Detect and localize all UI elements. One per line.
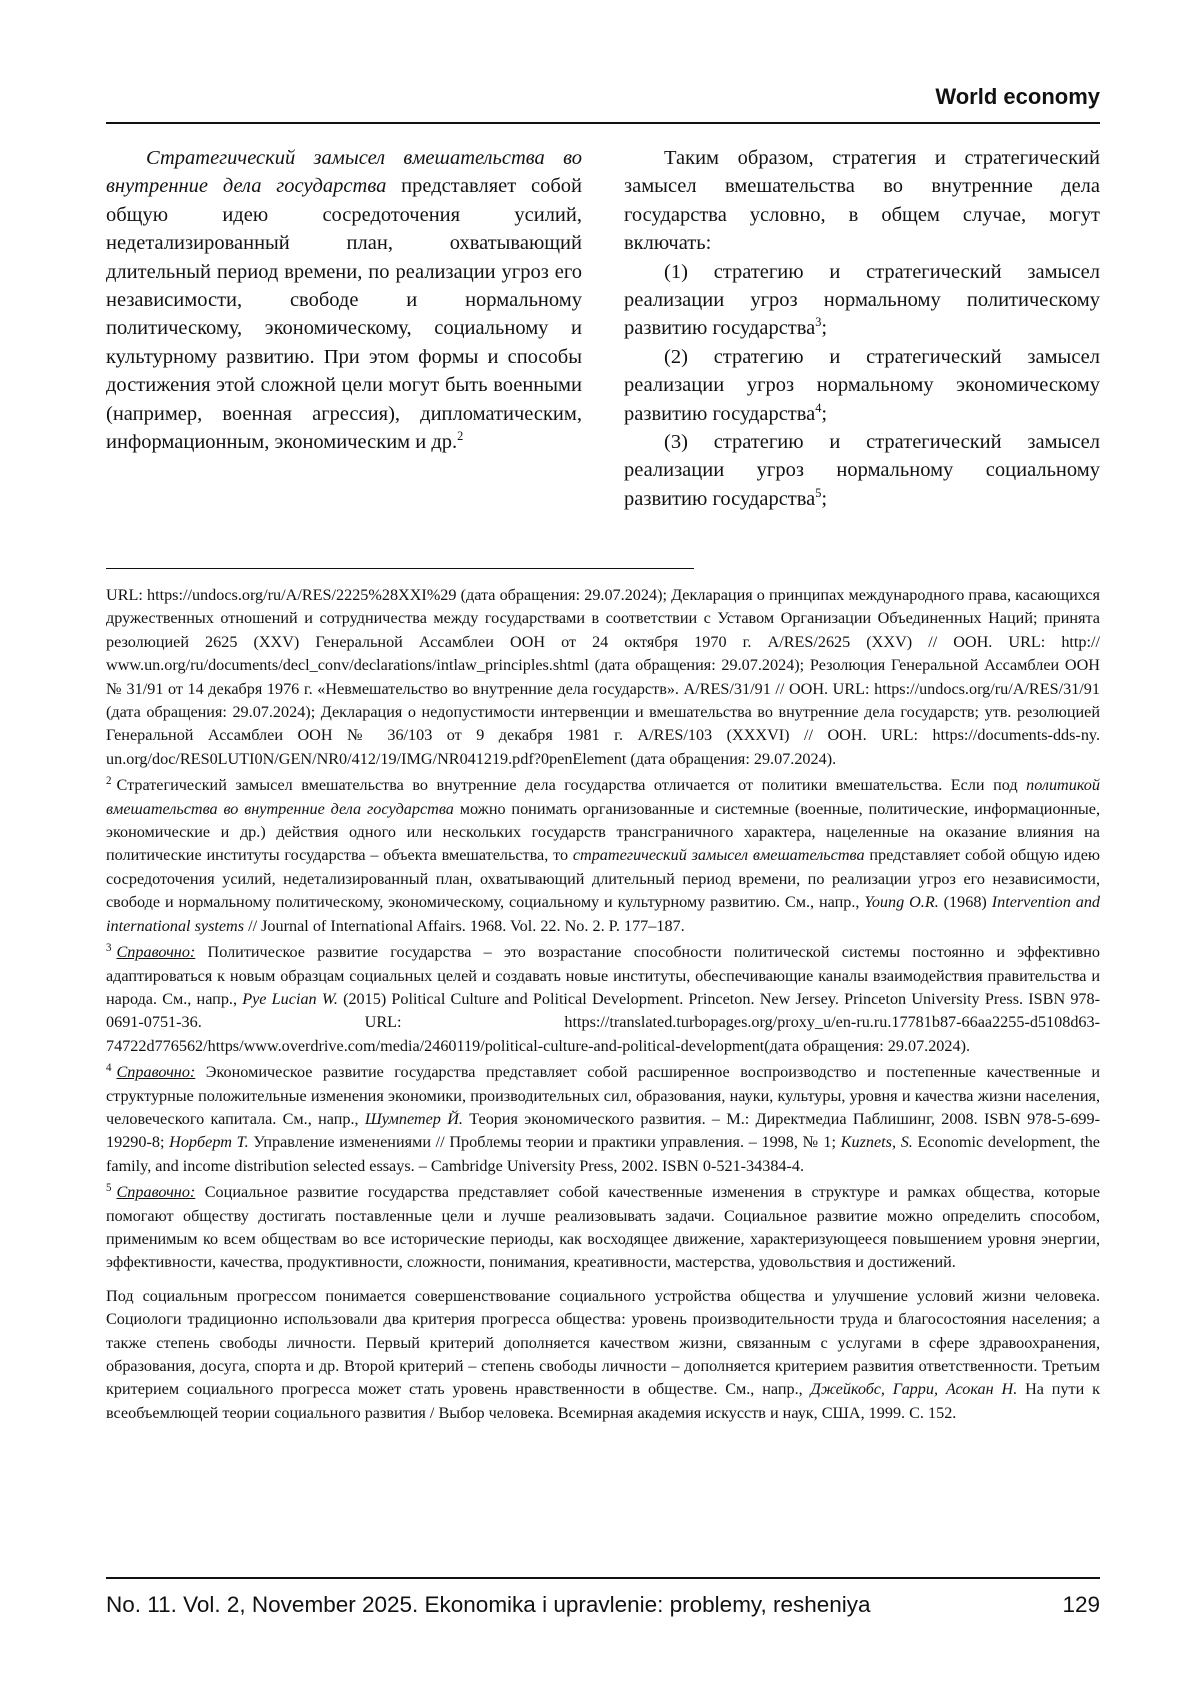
footnote-number: 5: [106, 1181, 112, 1194]
reference-label: Справочно:: [116, 943, 196, 962]
footnote-number: 3: [106, 941, 112, 954]
italic-term: Стратегический замысел вмешательства во внутренние дела государства: [106, 147, 582, 198]
footnote-4: $^4$ Справочно: Экономическое развитие государства представляет собой расширенное воспроизводство и постепенные качественные и структурные положительные изменения экономики, производительных сил, образования, науки, культуры, уровня и качества жизни населения, человеческого капитала. См., напр., Шумпетер Й. Теория экономического развития. – М.: Директмедиа Паблишинг, 2008. ISBN 978-5-699-19290-8; Норберт Т. Управление изменениями // Проблемы теории и практики управления. – 1998, № 1; Kuznets, S. Economic development, the family, and income distribution selected essays. – Cambridge University Press, 2002. ISBN 0-521-34384-4.: [106, 1061, 1101, 1175]
left-column: [106, 144, 582, 456]
footnote-number: 2: [106, 774, 112, 787]
footnote-ref: 2: [457, 429, 464, 444]
footnote-3: $^3$ Справочно: Политическое развитие государства – это возрастание способности политической системы постоянно и эффективно адаптироваться к новым образцам социальных целей и создавать новые институты, обеспечивающие каналы взаимодействия правительства и народа. См., напр., Pye Lucian W. (2015) Political Culture and Political Development. Princeton. New Jersey. Princeton University Press. ISBN 978-0691-0751-36. URL: https://translated.turbopages.org/proxy_u/en-ru.ru.17781b87-66aa2255-d5108d63-74722d776562/https/www.overdrive.com/media/2460119/political-culture-and-political-development(дата обращения: 29.07.2024).: [106, 941, 1100, 1055]
right-column: [624, 144, 1100, 513]
page-footer: [106, 1577, 1100, 1633]
footnote-ref: 3: [815, 315, 822, 330]
list-item: (3) стратегию и стратегический замысел реализации угроз нормальному социальному развитию государства$^5$;: [624, 431, 1100, 510]
footnote-5-continuation: Под социальным прогрессом понимается совершенствование социального устройства общества и улучшение условий жизни человека. Социологи традиционно использовали два критерия прогресса общества: уровень производительности труда и благосостояния населения; а также степень свободы личности. Первый критерий дополняется качеством жизни, связанным с услугами в сфере здравоохранения, образования, досуга, спорта и др. Второй критерий – степень свободы личности – дополняется критерием развития ответственности. Третьим критерием социального прогресса может стать уровень нравственности в обществе. См., напр., Джейкобс, Гарри, Асокан Н. На пути к всеобъемлющей теории социального развития / Выбор человека. Всемирная академия искусств и наук, США, 1999. С. 152.: [106, 1286, 1101, 1422]
footnote-ref: 5: [815, 486, 822, 501]
right-intro: Таким образом, стратегия и стратегический замысел вмешательства во внутренние дела государства условно, в общем случае, могут включать:: [624, 147, 1100, 255]
footnotes: [106, 584, 1100, 1425]
footnote-separator: [106, 568, 694, 569]
left-paragraph: [106, 144, 582, 456]
journal-citation: No. 11. Vol. 2, November 2025. Ekonomika i upravlenie: problemy, resheniya: [106, 1592, 871, 1617]
footnote-2: $^2$ Стратегический замысел вмешательства во внутренние дела государства отличается от политики вмешательства. Если под политикой вмешательства во внутренние дела государства можно понимать организованные и системные (военные, политические, информационные, экономические и др.) действия одного или нескольких государств трансграничного характера, нацеленные на оказание влияния на политические институты государства – объекта вмешательства, то стратегический замысел вмешательства представляет собой общую идею сосредоточения усилий, недетализированный план, охватывающий длительный период времени, по реализации угроз его независимости, свободе и нормальному политическому, экономическому, социальному и культурному развитию. См., напр., Young O.R. (1968) Intervention and international systems // Journal of International Affairs. 1968. Vol. 22. No. 2. P. 177–187.: [106, 774, 1101, 935]
reference-label: Справочно:: [116, 1063, 196, 1082]
section-title: World economy: [935, 84, 1100, 109]
list-item: (2) стратегию и стратегический замысел реализации угроз нормальному экономическому развитию государства$^4$;: [624, 345, 1100, 425]
footnote-ref: 4: [815, 400, 822, 415]
footnote-number: 4: [106, 1061, 112, 1074]
page-header: [106, 78, 1100, 124]
left-paragraph-text: представляет собой общую идею сосредоточения усилий, недетализированный план, охватывающий длительный период времени, по реализации угроз его независимости, свободе и нормальному политическому, экономическому, социальному и культурному развитию. При этом формы и способы достижения этой сложной цели могут быть военными (например, военная агрессия), дипломатическим, информационным, экономическим и др.: [106, 175, 583, 454]
footnote-5: $^5$ Справочно: Социальное развитие государства представляет собой качественные изменения в структуре и рамках общества, которые помогают обществу достигать поставленные цели и лучше реализовывать задачи. Социальное развитие можно определить способом, применимым ко всем обществам во все исторические периоды, как восходящее движение, характеризующееся повышением уровня энергии, эффективности, качества, продуктивности, сложности, понимания, креативности, мастерства, удовольствия и достижений.: [106, 1181, 1100, 1272]
footnote-continuation: URL: https://undocs.org/ru/A/RES/2225%28XXI%29 (дата обращения: 29.07.2024); Декларация о принципах международного права, касающихся дружественных отношений и сотрудничества между государствами в соответствии с Уставом Организации Объединенных Наций; принята резолюцией 2625 (XXV) Генеральной Ассамблеи ООН от 24 октября 1970 г. A/RES/2625 (XXV) // ООН. URL: http:// www.un.org/ru/documents/decl_conv/declarations/intlaw_principles.shtml (дата обращения: 29.07.2024); Резолюция Генеральной Ассамблеи ООН № 31/91 от 14 декабря 1976 г. «Невмешательство во внутренние дела государств». A/RES/31/91 // ООН. URL: https://undocs.org/ru/A/RES/31/91 (дата обращения: 29.07.2024); Декларация о недопустимости интервенции и вмешательства во внутренние дела государств; утв. резолюцией Генеральной Ассамблеи ООН № 36/103 от 9 декабря 1981 г. A/RES/103 (XXXVI) // ООН. URL: https://documents-dds-ny. un.org/doc/RES0LUTI0N/GEN/NR0/412/19/IMG/NR041219.pdf?0penElement (дата обращения: 29.07.2024).: [106, 586, 1100, 768]
page-number: 129: [1062, 1592, 1100, 1617]
reference-label: Справочно:: [116, 1183, 196, 1202]
list-item: (1) стратегию и стратегический замысел реализации угроз нормальному политическому развитию государства$^3$;: [624, 260, 1100, 340]
